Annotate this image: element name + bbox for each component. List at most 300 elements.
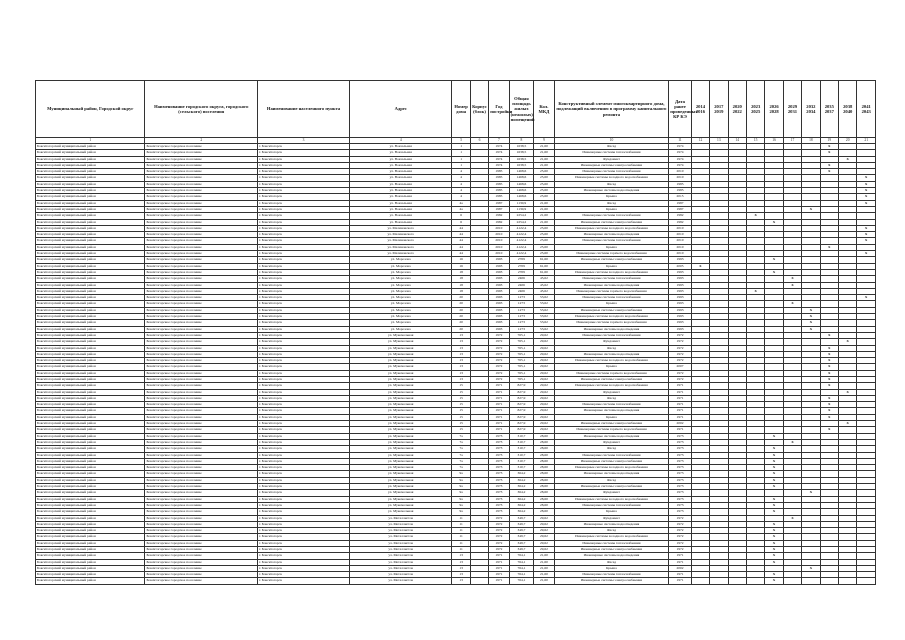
period-cell [783,578,801,584]
build-year-cell: 1972 [489,345,509,351]
address-cell: ул. Вокзальная [350,194,452,200]
period-mark: X [857,232,876,238]
district-cell: Бокситогорский муниципальный район [36,320,145,326]
district-cell: Бокситогорский муниципальный район [36,528,145,534]
settlement-cell: Бокситогорское городское поселение [145,288,258,294]
build-year-cell: 1974 [489,150,509,156]
period-mark: X [857,188,876,194]
district-cell: Бокситогорский муниципальный район [36,540,145,546]
district-cell: Бокситогорский муниципальный район [36,282,145,288]
column-header: 2023 2025 [746,81,764,138]
address-cell: ул. Вокзальная [350,181,452,187]
last-repair-date-cell: 1974 [669,150,692,156]
period-mark: X [765,452,783,458]
last-repair-date-cell: 2015 [669,194,692,200]
district-cell: Бокситогорский муниципальный район [36,502,145,508]
house-number-cell: 18 [452,288,470,294]
mkd-count-cell: 28,60 [534,509,554,515]
house-number-cell: 1 [452,162,470,168]
address-cell: ул. Вокзальная [350,156,452,162]
district-cell: Бокситогорский муниципальный район [36,169,145,175]
period-mark: X [765,471,783,477]
build-year-cell: 1985 [489,169,509,175]
house-number-cell: 1 [452,144,470,150]
address-cell: ул. Вокзальная [350,144,452,150]
district-cell: Бокситогорский муниципальный район [36,421,145,427]
last-repair-date-cell: 1972 [669,345,692,351]
last-repair-date-cell: 1973 [669,509,692,515]
period-mark: X [857,200,876,206]
period-mark: X [746,288,764,294]
mkd-count-cell: 29,62 [534,376,554,382]
period-mark: X [820,402,838,408]
area-cell: 364,2 [509,477,534,483]
structural-element-cell: Крыша [554,301,669,307]
town-cell: г. Бокситогорск [258,345,350,351]
address-cell: ул. Морозова [350,301,452,307]
town-cell: г. Бокситогорск [258,314,350,320]
build-year-cell: 1974 [489,162,509,168]
area-cell: 765,1 [509,364,534,370]
period-cell [710,578,728,584]
last-repair-date-cell: 1974 [669,156,692,162]
build-year-cell: 1993 [489,326,509,332]
settlement-cell: Бокситогорское городское поселение [145,269,258,275]
town-cell: г. Бокситогорск [258,169,350,175]
house-number-cell: 7а [452,452,470,458]
settlement-cell: Бокситогорское городское поселение [145,156,258,162]
address-cell: ул. Мукомольная [350,496,452,502]
address-cell: ул. Металлистов [350,528,452,534]
period-mark: X [857,194,876,200]
structural-element-cell: Инженерные системы горячего водоснабжения [554,251,669,257]
town-cell: г. Бокситогорск [258,439,350,445]
area-cell: 1468,6 [509,175,534,181]
period-mark: X [783,301,801,307]
address-cell: ул. Морозова [350,314,452,320]
town-cell: г. Бокситогорск [258,307,350,313]
district-cell: Бокситогорский муниципальный район [36,238,145,244]
area-cell: 2709 [509,263,534,269]
column-number: 2 [145,138,258,144]
town-cell: г. Бокситогорск [258,326,350,332]
build-year-cell: 1971 [489,402,509,408]
last-repair-date-cell: 1971 [669,578,692,584]
last-repair-date-cell: 1972 [669,547,692,553]
period-mark: X [820,162,838,168]
mkd-count-cell: 29,62 [534,421,554,427]
mkd-count-cell: 21,60 [534,206,554,212]
area-cell: 827,9 [509,427,534,433]
build-year-cell: 1971 [489,427,509,433]
area-cell: 765,1 [509,339,534,345]
area-cell: 2254,2 [509,219,534,225]
build-year-cell: 1987 [489,200,509,206]
area-cell: 1468,6 [509,188,534,194]
district-cell: Бокситогорский муниципальный район [36,490,145,496]
structural-element-cell: Фундамент [554,339,669,345]
build-year-cell: 1973 [489,458,509,464]
period-mark: X [820,169,838,175]
build-year-cell: 1973 [489,446,509,452]
house-number-cell: 6 [452,219,470,225]
build-year-cell: 1972 [489,358,509,364]
house-number-cell: 4а [452,200,470,206]
structural-element-cell: Инженерные системы теплоснабжения [554,238,669,244]
district-cell: Бокситогорский муниципальный район [36,547,145,553]
area-cell: 310,7 [509,458,534,464]
mkd-count-cell: 29,62 [534,351,554,357]
area-cell: 310,7 [509,446,534,452]
last-repair-date-cell: 1993 [669,301,692,307]
settlement-cell: Бокситогорское городское поселение [145,175,258,181]
period-mark: X [765,465,783,471]
district-cell: Бокситогорский муниципальный район [36,301,145,307]
district-cell: Бокситогорский муниципальный район [36,383,145,389]
town-cell: г. Бокситогорск [258,263,350,269]
house-number-cell: 7а [452,439,470,445]
last-repair-date-cell: 1972 [669,515,692,521]
column-number: 20 [838,138,856,144]
period-mark: X [765,496,783,502]
period-cell [820,578,838,584]
settlement-cell: Бокситогорское городское поселение [145,162,258,168]
mkd-count-cell: 28,60 [534,465,554,471]
last-repair-date-cell: 1971 [669,427,692,433]
house-number-cell: 1 [452,150,470,156]
address-cell: ул. Малиновского [350,238,452,244]
period-mark: X [838,389,856,395]
area-cell: 1468,6 [509,169,534,175]
address-cell: ул. Металлистов [350,534,452,540]
town-cell: г. Бокситогорск [258,144,350,150]
build-year-cell: 2010 [489,238,509,244]
column-header: 2017 2019 [710,81,728,138]
mkd-count-cell: 53,62 [534,314,554,320]
town-cell: г. Бокситогорск [258,232,350,238]
last-repair-date-cell: 1972 [669,339,692,345]
settlement-cell: Бокситогорское городское поселение [145,402,258,408]
house-number-cell: 13 [452,364,470,370]
mkd-count-cell: 25,60 [534,251,554,257]
house-number-cell: 4а [452,206,470,212]
house-number-cell: 18 [452,276,470,282]
mkd-count-cell: 25,60 [534,169,554,175]
build-year-cell: 1993 [489,314,509,320]
area-cell: 1468,6 [509,194,534,200]
area-cell: 1468,6 [509,181,534,187]
settlement-cell: Бокситогорское городское поселение [145,521,258,527]
last-repair-date-cell: 1993 [669,276,692,282]
period-mark: X [802,307,820,313]
structural-element-cell: Инженерные системы горячего водоснабжения [554,370,669,376]
column-header: 2035 2037 [820,81,838,138]
structural-element-cell: Крыша [554,194,669,200]
period-mark: X [820,364,838,370]
mkd-count-cell: 21,60 [534,144,554,150]
period-mark: X [765,553,783,559]
period-mark: X [857,175,876,181]
area-cell: 349,7 [509,521,534,527]
district-cell: Бокситогорский муниципальный район [36,257,145,263]
area-cell: 364,2 [509,471,534,477]
town-cell: г. Бокситогорск [258,351,350,357]
build-year-cell: 1993 [489,276,509,282]
last-repair-date-cell: 1973 [669,446,692,452]
area-cell: 349,7 [509,540,534,546]
settlement-cell: Бокситогорское городское поселение [145,320,258,326]
settlement-cell: Бокситогорское городское поселение [145,345,258,351]
column-number: 8 [509,138,534,144]
mkd-count-cell: 28,60 [534,439,554,445]
build-year-cell: 1973 [489,496,509,502]
capital-repair-program-table [35,80,876,585]
town-cell: г. Бокситогорск [258,301,350,307]
structural-element-cell: Крыша [554,509,669,515]
address-cell: ул. Мукомольная [350,452,452,458]
district-cell: Бокситогорский муниципальный район [36,175,145,181]
address-cell: ул. Вокзальная [350,200,452,206]
settlement-cell: Бокситогорское городское поселение [145,433,258,439]
build-year-cell: 1971 [489,389,509,395]
column-header: Адрес [350,81,452,138]
build-year-cell: 1972 [489,534,509,540]
district-cell: Бокситогорский муниципальный район [36,471,145,477]
town-cell: г. Бокситогорск [258,358,350,364]
mkd-count-cell: 25,60 [534,181,554,187]
address-cell: ул. Мукомольная [350,358,452,364]
address-cell: ул. Мукомольная [350,408,452,414]
mkd-count-cell: 45,62 [534,276,554,282]
house-number-cell: 20 [452,320,470,326]
period-mark: X [820,244,838,250]
build-year-cell: 2010 [489,232,509,238]
town-cell: г. Бокситогорск [258,206,350,212]
column-number: 21 [857,138,876,144]
last-repair-date-cell: 1972 [669,351,692,357]
mkd-count-cell: 29,62 [534,408,554,414]
build-year-cell: 2010 [489,225,509,231]
district-cell: Бокситогорский муниципальный район [36,402,145,408]
town-cell: г. Бокситогорск [258,188,350,194]
structural-element-cell: Крыша [554,244,669,250]
settlement-cell: Бокситогорское городское поселение [145,144,258,150]
mkd-count-cell: 21,60 [534,156,554,162]
period-mark: X [857,181,876,187]
period-mark: X [691,263,709,269]
area-cell: 1638,5 [509,144,534,150]
area-cell: 310,7 [509,433,534,439]
address-cell: ул. Мукомольная [350,446,452,452]
build-year-cell: 1973 [489,502,509,508]
build-year-cell: 1993 [489,295,509,301]
mkd-count-cell: 61,60 [534,257,554,263]
house-number-cell: 9а [452,496,470,502]
house-number-cell: 9а [452,502,470,508]
last-repair-date-cell: 1982 [669,213,692,219]
town-cell: г. Бокситогорск [258,477,350,483]
mkd-count-cell: 29,62 [534,534,554,540]
period-mark: X [783,515,801,521]
district-cell: Бокситогорский муниципальный район [36,477,145,483]
address-cell: ул. Мукомольная [350,332,452,338]
structural-element-cell: Инженерные системы холодного водоснабжения [554,534,669,540]
area-cell: 827,9 [509,402,534,408]
settlement-cell: Бокситогорское городское поселение [145,395,258,401]
district-cell: Бокситогорский муниципальный район [36,572,145,578]
area-cell: 2254,2 [509,213,534,219]
settlement-cell: Бокситогорское городское поселение [145,421,258,427]
structural-element-cell: Инженерные системы теплоснабжения [554,452,669,458]
town-cell: г. Бокситогорск [258,540,350,546]
build-year-cell: 1972 [489,547,509,553]
build-year-cell: 1971 [489,572,509,578]
district-cell: Бокситогорский муниципальный район [36,389,145,395]
house-number-cell: 11 [452,540,470,546]
address-cell: ул. Металлистов [350,553,452,559]
build-year-cell: 1971 [489,559,509,565]
district-cell: Бокситогорский муниципальный район [36,345,145,351]
structural-element-cell: Крыша [554,364,669,370]
address-cell: ул. Морозова [350,257,452,263]
district-cell: Бокситогорский муниципальный район [36,269,145,275]
column-number: 15 [746,138,764,144]
house-number-cell: 4 [452,194,470,200]
period-mark: X [857,295,876,301]
structural-element-cell: Инженерные системы электроснабжения [554,547,669,553]
house-number-cell: 13 [452,370,470,376]
build-year-cell: 1974 [489,156,509,162]
mkd-count-cell: 53,62 [534,326,554,332]
structural-element-cell: Инженерные системы водоотведения [554,433,669,439]
settlement-cell: Бокситогорское городское поселение [145,496,258,502]
column-header: 2029 2031 [783,81,801,138]
house-number-cell: 7а [452,465,470,471]
area-cell: 4122,4 [509,225,534,231]
town-cell: г. Бокситогорск [258,295,350,301]
period-mark: X [838,421,856,427]
build-year-cell: 1973 [489,509,509,515]
settlement-cell: Бокситогорское городское поселение [145,200,258,206]
house-number-cell: 15 [452,408,470,414]
district-cell: Бокситогорский муниципальный район [36,578,145,584]
area-cell: 349,7 [509,547,534,553]
address-cell: ул. Металлистов [350,521,452,527]
mkd-count-cell: 21,60 [534,150,554,156]
area-cell: 764,1 [509,553,534,559]
build-year-cell: 1982 [489,213,509,219]
last-repair-date-cell: 1985 [669,181,692,187]
last-repair-date-cell: 1973 [669,439,692,445]
mkd-count-cell: 29,62 [534,358,554,364]
district-cell: Бокситогорский муниципальный район [36,219,145,225]
address-cell: ул. Мукомольная [350,345,452,351]
mkd-count-cell: 28,60 [534,484,554,490]
address-cell: ул. Мукомольная [350,414,452,420]
mkd-count-cell: 29,62 [534,515,554,521]
mkd-count-cell: 21,60 [534,219,554,225]
structural-element-cell: Инженерные системы водоотведения [554,408,669,414]
table-header-row [36,81,876,138]
house-number-cell: 4 [452,169,470,175]
area-cell: 349,7 [509,528,534,534]
last-repair-date-cell: 1973 [669,477,692,483]
district-cell: Бокситогорский муниципальный район [36,144,145,150]
area-cell: 1638,5 [509,150,534,156]
area-cell: 764,1 [509,565,534,571]
settlement-cell: Бокситогорское городское поселение [145,509,258,515]
period-mark: X [802,320,820,326]
area-cell: 1273 [509,326,534,332]
district-cell: Бокситогорский муниципальный район [36,225,145,231]
column-number: 13 [710,138,728,144]
last-repair-date-cell: 1972 [669,358,692,364]
settlement-cell: Бокситогорское городское поселение [145,232,258,238]
district-cell: Бокситогорский муниципальный район [36,314,145,320]
town-cell: г. Бокситогорск [258,465,350,471]
structural-element-cell: Инженерные системы водоотведения [554,351,669,357]
district-cell: Бокситогорский муниципальный район [36,452,145,458]
period-mark: X [765,484,783,490]
district-cell: Бокситогорский муниципальный район [36,162,145,168]
column-header: Год постройки [489,81,509,138]
period-cell [746,578,764,584]
last-repair-date-cell: 1973 [669,458,692,464]
address-cell: ул. Мукомольная [350,484,452,490]
district-cell: Бокситогорский муниципальный район [36,358,145,364]
address-cell: ул. Морозова [350,307,452,313]
structural-element-cell: Инженерные системы горячего водоснабжения [554,427,669,433]
area-cell: 310,7 [509,465,534,471]
town-cell: г. Бокситогорск [258,559,350,565]
build-year-cell: 1974 [489,144,509,150]
address-cell: ул. Малиновского [350,225,452,231]
period-mark: X [802,490,820,496]
address-cell: ул. Морозова [350,282,452,288]
area-cell: 2406 [509,282,534,288]
settlement-cell: Бокситогорское городское поселение [145,206,258,212]
build-year-cell: 1973 [489,490,509,496]
period-mark: X [765,446,783,452]
structural-element-cell: Фасад [554,395,669,401]
settlement-cell: Бокситогорское городское поселение [145,194,258,200]
structural-element-cell: Инженерные системы электроснабжения [554,219,669,225]
period-mark: X [765,534,783,540]
structural-element-cell: Фасад [554,446,669,452]
house-number-cell: 7а [452,446,470,452]
district-cell: Бокситогорский муниципальный район [36,521,145,527]
last-repair-date-cell: 1971 [669,559,692,565]
district-cell: Бокситогорский муниципальный район [36,534,145,540]
town-cell: г. Бокситогорск [258,156,350,162]
last-repair-date-cell: 2007 [669,364,692,370]
last-repair-date-cell: 2010 [669,251,692,257]
area-cell: 1273 [509,307,534,313]
town-cell: г. Бокситогорск [258,528,350,534]
last-repair-date-cell: 1987 [669,200,692,206]
mkd-count-cell: 28,60 [534,458,554,464]
last-repair-date-cell: 1971 [669,408,692,414]
address-cell: ул. Мукомольная [350,402,452,408]
house-number-cell: 15 [452,383,470,389]
address-cell: ул. Морозова [350,276,452,282]
mkd-count-cell: 21,60 [534,162,554,168]
mkd-count-cell: 45,62 [534,288,554,294]
address-cell: ул. Мукомольная [350,502,452,508]
structural-element-cell: Фасад [554,477,669,483]
mkd-count-cell: 28,60 [534,433,554,439]
column-number: 6 [470,138,488,144]
